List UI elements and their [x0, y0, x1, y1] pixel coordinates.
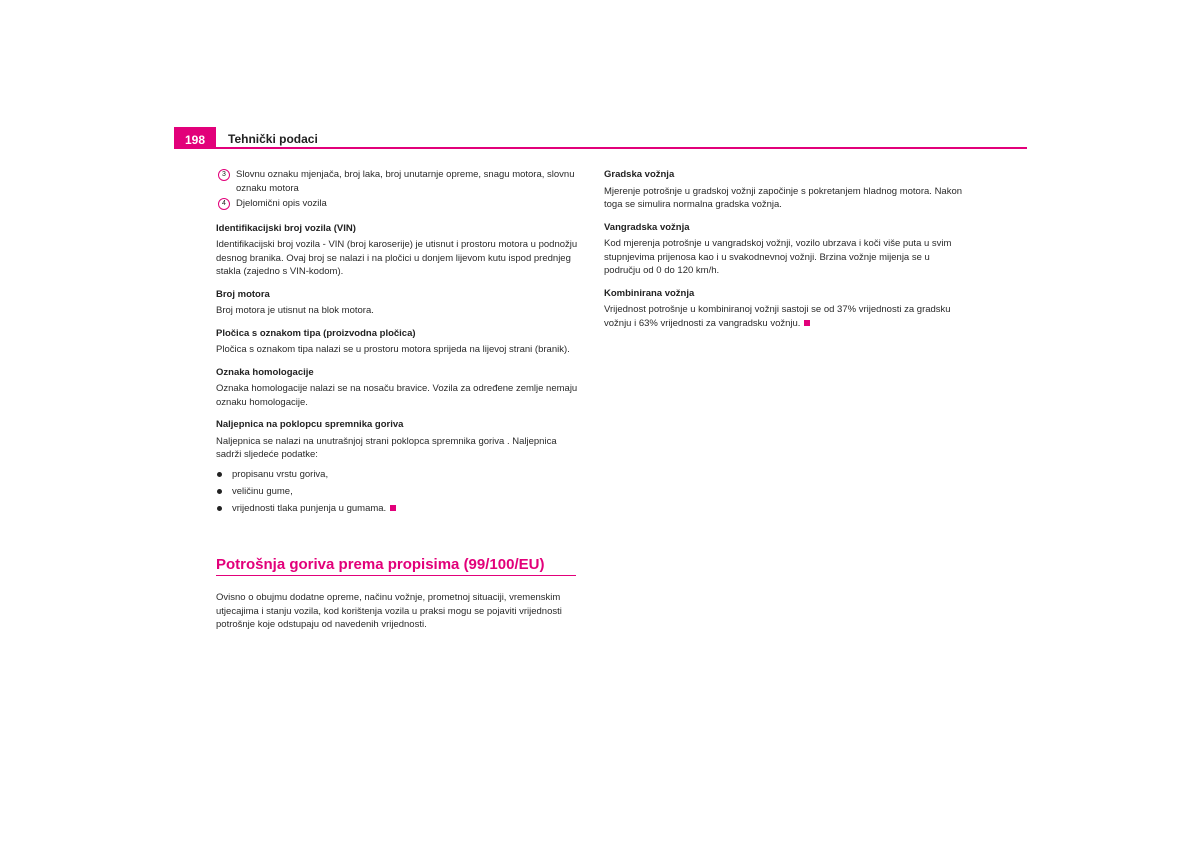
bullet-dot-icon	[217, 506, 222, 511]
section-text: Naljepnica se nalazi na unutrašnjoj strani poklopca spremnika goriva . Naljepnica sadrži sljedeće podatke:	[216, 435, 557, 460]
section-heading: Gradska vožnja	[604, 169, 675, 180]
bullet-text: vrijednosti tlaka punjenja u gumama.	[232, 502, 387, 514]
header-rule	[174, 147, 1027, 149]
section-text: Vrijednost potrošnje u kombiniranoj vožnji sastoji se od 37% vrijednosti za gradsku vožnju i 63% vrijednosti za vangradsku vožnju.	[604, 304, 951, 329]
section-heading: Pločica s oznakom tipa (proizvodna pločica)	[216, 327, 416, 339]
section-heading: Kombinirana vožnja	[604, 287, 695, 299]
section-heading: Identifikacijski broj vozila (VIN)	[216, 222, 356, 234]
section-intro-text: Ovisno o obujmu dodatne opreme, načinu vožnje, prometnoj situaciji, vremenskim utjecajima i stanju vozila, kod korištenja vozila u praksi mogu se pojaviti vrijednosti potrošnje koje odstupaju od navedenih vrijednosti.	[216, 592, 562, 630]
circled-number: 3	[218, 169, 230, 181]
section-text: Kod mjerenja potrošnje u vangradskoj vožnji, vozilo ubrzava i koči više puta u svim stupnjevima prijenosa kao i u svakodnevnoj vožnji. Brzina vožnje mijenja se u području od 0 do 120 km/h.	[604, 238, 952, 276]
bullet-item	[216, 485, 578, 499]
numbered-item	[216, 168, 578, 195]
page-header	[174, 127, 1027, 149]
right-column	[604, 168, 966, 330]
section-text: Mjerenje potrošnje u gradskoj vožnji započinje s pokretanjem hladnog motora. Nakon toga se simulira normalna gradska vožnja.	[604, 185, 963, 210]
circled-number: 4	[218, 198, 230, 210]
numbered-item-text: Slovnu oznaku mjenjača, broj laka, broj unutarnje opreme, snagu motora, slovnu oznaku motora	[236, 169, 575, 194]
chapter-title: Tehnički podaci	[228, 132, 318, 146]
bullet-item	[216, 502, 578, 516]
section-text-wrapper	[604, 303, 966, 330]
numbered-item	[216, 197, 578, 211]
section-text: Oznaka homologacije nalazi se na nosaču bravice. Vozila za određene zemlje nemaju oznaku homologacije.	[216, 383, 578, 408]
section-title: Potrošnja goriva prema propisima (99/100/EU)	[216, 556, 576, 576]
bullet-text: propisanu vrstu goriva,	[232, 468, 329, 480]
section-heading: Broj motora	[216, 288, 270, 300]
end-mark-icon	[804, 320, 810, 326]
section-heading: Naljepnica na poklopcu spremnika goriva	[216, 419, 404, 430]
section-text: Identifikacijski broj vozila - VIN (broj karoserije) je utisnut i prostoru motora u podnožju desnog branika. Ovaj broj se nalazi i na pločici u donjem lijevom kutu ispod prednjeg stakla (zajedno s VIN-kodom).	[216, 239, 578, 277]
section-text: Broj motora je utisnut na blok motora.	[216, 305, 374, 316]
end-mark-icon	[390, 505, 396, 511]
page-number: 198	[174, 127, 216, 149]
bullet-dot-icon	[217, 472, 222, 477]
numbered-item-text: Djelomični opis vozila	[236, 198, 327, 209]
bullet-item	[216, 468, 578, 482]
section-heading: Oznaka homologacije	[216, 366, 314, 378]
left-column	[216, 168, 578, 515]
bullet-dot-icon	[217, 489, 222, 494]
bullet-text: veličinu gume,	[232, 485, 293, 497]
section-heading: Vangradska vožnja	[604, 221, 690, 233]
section-text: Pločica s oznakom tipa nalazi se u prostoru motora sprijeda na lijevoj strani (branik).	[216, 344, 570, 355]
